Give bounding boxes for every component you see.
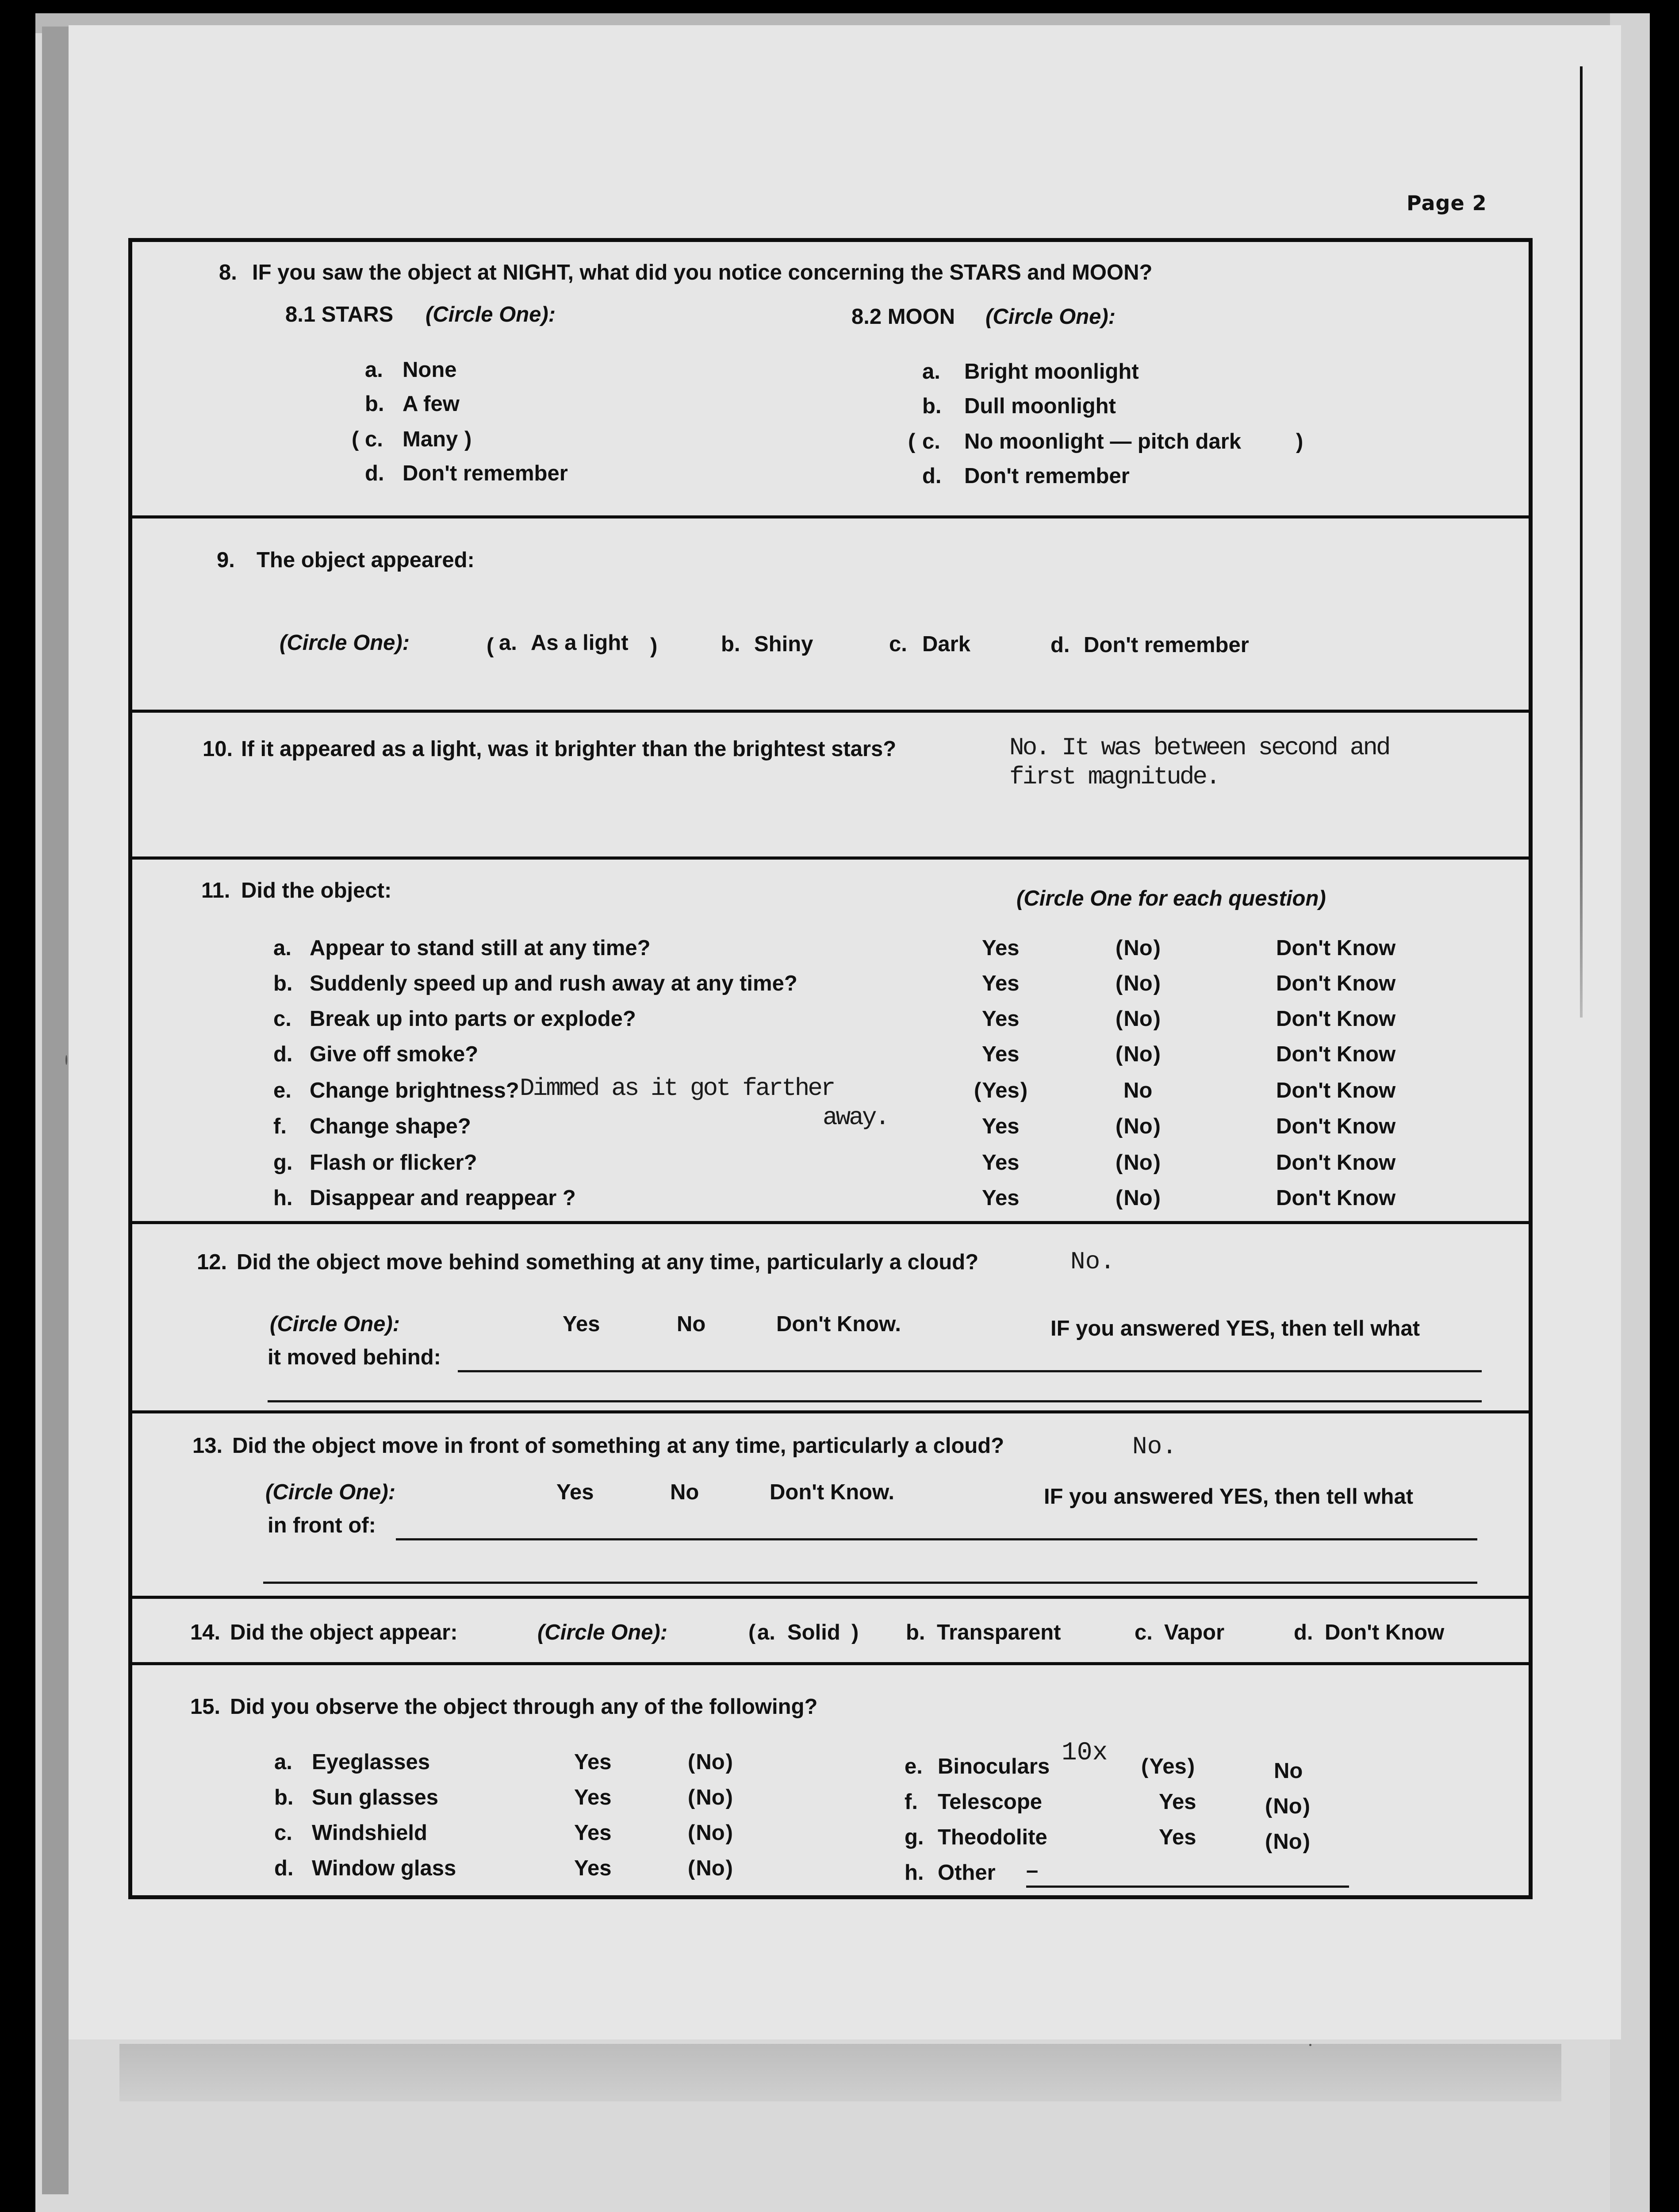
q8-moon-instruction: (Circle One): [985,305,1116,329]
q14-text: Did the object appear: [230,1621,458,1644]
option-letter: b. [922,394,942,418]
q15-item-text: Windshield [312,1821,427,1845]
q15-number: 15. [190,1695,221,1719]
q15e-note[interactable]: 10x [1062,1739,1108,1767]
stars-option-a-few[interactable]: A few [402,392,460,416]
q9-option-dont-remember[interactable]: Don't remember [1084,633,1249,657]
scan-right-edge [1650,0,1679,2212]
q11-choice-yes[interactable]: Yes [982,1114,1020,1138]
q15-choice-no[interactable]: No [1274,1759,1303,1783]
q12-instruction: (Circle One): [270,1312,400,1336]
q10-answer-line1[interactable]: No. It was between second and [1009,733,1389,762]
q15-item-text: Sun glasses [312,1786,438,1809]
q11-item-letter: e. [273,1079,291,1102]
q14-option-vapor[interactable]: Vapor [1164,1621,1225,1644]
q15-choice-yes[interactable]: Yes [1159,1825,1196,1849]
q14-option-dont-know[interactable]: Don't Know [1325,1621,1445,1644]
q11-item-letter: a. [273,936,291,960]
moon-option-bright[interactable]: Bright moonlight [964,360,1139,384]
q11-choice-no-selected[interactable]: ( No ) [1116,936,1161,960]
q10-answer-line2[interactable]: first magnitude. [1009,763,1219,791]
q10-number: 10. [203,737,233,761]
option-letter: d. [1050,633,1070,657]
option-letter: a. [499,631,517,655]
q11-item-letter: g. [273,1151,293,1175]
circle-mark: ( [908,430,916,453]
q9-option-dark[interactable]: Dark [922,632,970,656]
q8-number: 8. [219,261,237,284]
circle-mark: ) [1296,430,1303,453]
q12-choice-yes[interactable]: Yes [563,1312,600,1336]
option-letter: b. [365,392,384,416]
q15-item-text: Binoculars [938,1755,1050,1778]
q15-item-text: Theodolite [938,1825,1047,1849]
divider-q13-q14 [130,1596,1530,1599]
q11-choice-no-selected[interactable]: ( No ) [1116,1186,1161,1210]
q11e-note-line2[interactable]: away. [823,1103,889,1132]
stars-option-none[interactable]: None [402,358,457,382]
option-letter: b. [906,1621,925,1644]
q11-choice-no-selected[interactable]: ( No ) [1116,1006,1161,1031]
q13-followup: IF you answered YES, then tell what [1044,1485,1414,1509]
q15-choice-yes-selected[interactable]: ( Yes ) [1141,1754,1195,1779]
q12-text: Did the object move behind something at any time, particularly a cloud? [237,1250,979,1274]
q11-text: Did the object: [241,879,392,902]
q15-item-letter: b. [274,1786,294,1809]
q11-choice-no-selected[interactable]: ( No ) [1116,1114,1161,1139]
q15h-other-value[interactable]: – [1026,1859,1039,1882]
q13-instruction: (Circle One): [265,1480,396,1504]
q14-number: 14. [190,1621,221,1644]
q11-item-letter: d. [273,1042,293,1066]
q12-followup: IF you answered YES, then tell what [1050,1317,1420,1340]
q11-choice-yes[interactable]: Yes [982,1151,1020,1175]
q11-choice-dont-know[interactable]: Don't Know [1276,1114,1396,1138]
option-letter: c. [365,427,383,451]
q15-choice-yes[interactable]: Yes [574,1786,612,1809]
q15-choice-no-selected[interactable]: ( No ) [1265,1794,1310,1819]
moon-option-dull[interactable]: Dull moonlight [964,394,1116,418]
q13-choice-yes[interactable]: Yes [556,1480,594,1504]
option-letter: b. [721,632,740,656]
option-letter: d. [365,461,384,485]
q11e-note-line1[interactable]: Dimmed as it got farther [520,1074,834,1102]
q11-item-letter: c. [273,1007,291,1031]
q15-item-text: Eyeglasses [312,1750,430,1774]
q15-item-text: Window glass [312,1856,456,1880]
circle-mark: ( [352,427,359,451]
q8-stars-instruction: (Circle One): [426,303,556,326]
circle-mark: ) [851,1621,859,1644]
q8-stars-label: 8.1 STARS [285,303,394,326]
scan-speck [1309,2044,1311,2046]
q13-choice-no[interactable]: No [670,1480,699,1504]
sheet-lower-band [119,2044,1561,2101]
q12-followup-field-line2[interactable] [268,1400,1482,1402]
q12-typed-answer[interactable]: No. [1070,1248,1115,1276]
q11-item-text: Appear to stand still at any time? [310,936,651,960]
option-letter: c. [1135,1621,1153,1644]
option-letter: d. [922,464,942,488]
divider-q12-q13 [130,1410,1530,1413]
scan-speck [65,1055,67,1065]
q15-choice-no-selected[interactable]: ( No ) [688,1856,733,1881]
option-letter: a. [922,360,940,384]
option-letter: a. [757,1621,775,1644]
q11-choice-yes[interactable]: Yes [982,936,1020,960]
q10-text: If it appeared as a light, was it brighter than the brightest stars? [241,737,897,761]
q8-moon-label: 8.2 MOON [851,305,955,329]
q15-choice-no-selected[interactable]: ( No ) [688,1750,733,1774]
q11-choice-yes[interactable]: Yes [982,1007,1020,1031]
q9-option-shiny[interactable]: Shiny [754,632,813,656]
q15-item-text: Other [938,1861,996,1885]
divider-q14-q15 [130,1662,1530,1665]
q8-text: IF you saw the object at NIGHT, what did you notice concerning the STARS and MOON? [252,261,1153,284]
q15-choice-yes[interactable]: Yes [1159,1790,1196,1814]
q9-instruction: (Circle One): [280,631,410,655]
q11-number: 11. [201,879,230,902]
option-letter: a. [365,358,383,382]
q12-number: 12. [197,1250,227,1274]
q11-item-text: Suddenly speed up and rush away at any time? [310,972,797,995]
q13-number: 13. [192,1434,223,1458]
q15-item-letter: g. [905,1825,924,1849]
q12-choice-dont-know[interactable]: Don't Know. [776,1312,901,1336]
q15-item-letter: h. [905,1861,924,1885]
q11-choice-yes[interactable]: Yes [982,972,1020,995]
q14-option-transparent[interactable]: Transparent [937,1621,1061,1644]
q15-item-letter: f. [905,1790,918,1814]
q14-option-solid-selected[interactable]: Solid [787,1621,840,1644]
q11-choice-dont-know[interactable]: Don't Know [1276,1151,1396,1175]
q15-choice-yes[interactable]: Yes [574,1821,612,1845]
q15h-other-field[interactable] [1026,1886,1349,1888]
divider-q8-q9 [130,515,1530,518]
q11-choice-yes[interactable]: Yes [982,1042,1020,1066]
q11-item-text: Change brightness? [310,1079,519,1102]
q11-choice-dont-know[interactable]: Don't Know [1276,1007,1396,1031]
q12-followup-label: it moved behind: [268,1345,441,1369]
circle-mark: ) [650,634,658,658]
q15-item-letter: c. [274,1821,292,1845]
q11-item-letter: f. [273,1114,287,1138]
q15-item-letter: e. [905,1755,923,1778]
stars-option-many-selected[interactable]: Many [402,427,458,451]
q11-choice-no-selected[interactable]: ( No ) [1116,971,1161,996]
q11-item-text: Break up into parts or explode? [310,1007,636,1031]
q13-text: Did the object move in front of something at any time, particularly a cloud? [232,1434,1004,1458]
q14-instruction: (Circle One): [537,1621,668,1644]
q15-choice-yes[interactable]: Yes [574,1856,612,1880]
q15-choice-yes[interactable]: Yes [574,1750,612,1774]
q15-item-text: Telescope [938,1790,1043,1814]
q13-followup-label: in front of: [268,1513,376,1537]
q11-item-text: Change shape? [310,1114,471,1138]
q9-text: The object appeared: [257,548,475,572]
divider-q10-q11 [130,856,1530,860]
stars-option-dont-remember[interactable]: Don't remember [402,461,568,485]
form-frame [128,238,1533,1899]
circle-mark: ( [487,634,494,658]
q15-choice-no-selected[interactable]: ( No ) [688,1785,733,1810]
option-letter: d. [1294,1621,1313,1644]
q11-item-letter: b. [273,972,293,995]
q11-instruction: (Circle One for each question) [1016,887,1326,910]
q13-followup-field-line1[interactable] [396,1538,1477,1540]
option-letter: c. [889,632,907,656]
circle-mark: ) [464,427,472,451]
q11-choice-dont-know[interactable]: Don't Know [1276,936,1396,960]
outer-margin-rule [1580,66,1583,1018]
moon-option-pitch-dark-selected[interactable]: No moonlight — pitch dark [964,430,1242,453]
q12-choice-no[interactable]: No [677,1312,706,1336]
divider-q9-q10 [130,710,1530,713]
sheet-left-shadow [42,27,69,2194]
q11-choice-dont-know[interactable]: Don't Know [1276,972,1396,995]
q15-item-letter: d. [274,1856,294,1880]
circle-mark: ( [748,1621,756,1644]
q11-choice-yes[interactable]: Yes [982,1186,1020,1210]
q11-choice-no-selected[interactable]: ( No ) [1116,1042,1161,1067]
q11-item-text: Give off smoke? [310,1042,479,1066]
divider-q11-q12 [130,1221,1530,1224]
q15-choice-no-selected[interactable]: ( No ) [1265,1829,1310,1854]
q11-choice-yes-selected[interactable]: ( Yes ) [974,1078,1027,1103]
q12-followup-field-line1[interactable] [458,1370,1482,1372]
q11-choice-no[interactable]: No [1123,1079,1153,1102]
option-letter: c. [922,430,940,453]
q11-item-text: Disappear and reappear ? [310,1186,576,1210]
q9-option-as-a-light-selected[interactable]: As a light [531,631,629,655]
q15-item-letter: a. [274,1750,292,1774]
q11-item-letter: h. [273,1186,293,1210]
page-number: Page 2 [1407,191,1487,215]
q11-choice-dont-know[interactable]: Don't Know [1276,1186,1396,1210]
q9-number: 9. [217,548,235,572]
q11-item-text: Flash or flicker? [310,1151,477,1175]
q13-choice-dont-know[interactable]: Don't Know. [770,1480,894,1504]
q11-choice-dont-know[interactable]: Don't Know [1276,1079,1396,1102]
q13-typed-answer[interactable]: No. [1132,1432,1177,1461]
q15-choice-no-selected[interactable]: ( No ) [688,1820,733,1845]
q15-text: Did you observe the object through any of the following? [230,1695,818,1719]
q13-followup-field-line2[interactable] [263,1582,1477,1584]
q11-choice-dont-know[interactable]: Don't Know [1276,1042,1396,1066]
moon-option-dont-remember[interactable]: Don't remember [964,464,1130,488]
q11-choice-no-selected[interactable]: ( No ) [1116,1150,1161,1175]
